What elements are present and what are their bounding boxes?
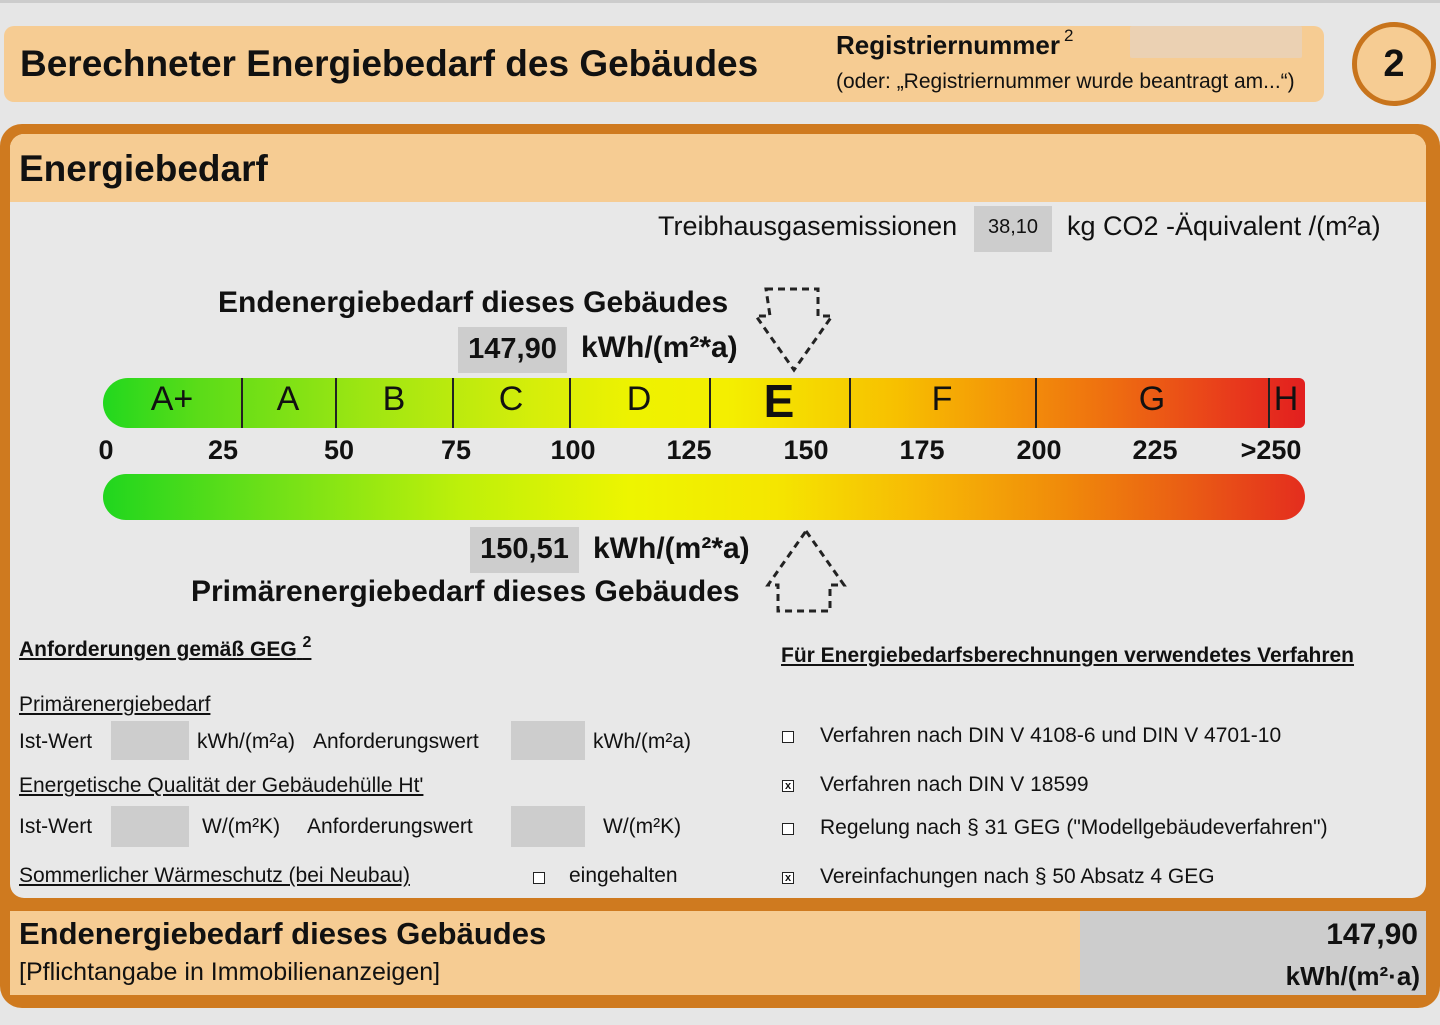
procedure-checkbox[interactable]: x [782,872,794,884]
section-title: Energiebedarf [19,148,268,189]
class-divider [1035,378,1037,428]
class-label-d: D [626,380,652,418]
summer-protection-option: eingehalten [569,864,678,887]
footer-unit: kWh/(m²·a) [1285,961,1420,991]
scale-tick: 75 [440,435,472,465]
primary-energy-label: Primärenergiebedarf dieses Gebäudes [191,575,740,608]
section-header [10,134,1426,202]
scale-tick: 150 [783,435,829,465]
envelope-ist-wert-unit: W/(m²K) [202,815,281,838]
page-title: Berechneter Energiebedarf des Gebäudes [20,43,759,84]
requirements-footnote: 2 [302,634,312,651]
scale-tick: 0 [98,435,114,465]
class-divider [709,378,711,428]
class-divider [569,378,571,428]
class-label-h: H [1273,380,1299,418]
class-divider [452,378,454,428]
requirements-title-text: Anforderungen gemäß GEG [19,638,297,661]
envelope-anforderungswert-unit: W/(m²K) [603,815,682,838]
scale-tick: 50 [323,435,355,465]
procedure-option-label: Regelung nach § 31 GEG ("Modellgebäudeverfahren") [820,816,1328,839]
primary-energy-arrow-icon [764,527,848,615]
registration-label [836,26,1074,61]
scale-tick: 125 [666,435,712,465]
class-label-a-plus: A+ [150,380,194,418]
primary-anforderungswert-field [511,721,585,760]
class-label-b: B [382,380,406,418]
summer-protection-label: Sommerlicher Wärmeschutz (bei Neubau) [19,864,410,887]
registration-note: (oder: „Registriernummer wurde beantragt am...“) [836,70,1295,93]
anforderungswert-label: Anforderungswert [313,730,479,753]
class-divider [1268,378,1270,428]
class-divider [241,378,243,428]
primary-requirement-label: Primärenergiebedarf [19,693,211,716]
scale-tick: 25 [207,435,239,465]
primary-energy-value: 150,51 [470,527,579,573]
procedure-checkbox[interactable] [782,731,794,743]
primary-energy-unit: kWh/(m²*a) [593,532,750,565]
class-label-f: F [931,380,953,418]
registration-number-field [1130,26,1302,58]
class-label-e-active: E [763,375,795,427]
ist-wert-label: Ist-Wert [19,815,93,838]
scale-tick: >250 [1240,435,1302,465]
page-header [4,26,1324,102]
registration-footnote: 2 [1063,26,1074,45]
procedure-option-label: Verfahren nach DIN V 4108-6 und DIN V 4701-10 [820,724,1282,747]
envelope-ist-wert-field [111,806,189,847]
requirements-title [19,634,312,662]
class-label-g: G [1138,380,1166,418]
footer-value: 147,90 [1326,918,1418,951]
registration-label-text: Registriernummer [836,30,1060,60]
primary-ist-wert-unit: kWh/(m²a) [197,730,295,753]
class-divider [849,378,851,428]
footer-subtitle: [Pflichtangabe in Immobilienanzeigen] [19,958,441,986]
procedure-checkbox[interactable] [782,823,794,835]
procedure-checkbox[interactable]: x [782,780,794,792]
end-energy-arrow-icon [752,286,836,374]
class-divider [335,378,337,428]
page-number-badge: 2 [1352,22,1436,106]
end-energy-unit: kWh/(m²*a) [581,331,738,364]
scale-tick: 175 [899,435,945,465]
class-label-a: A [276,380,300,418]
procedure-option-label: Verfahren nach DIN V 18599 [820,773,1089,796]
procedure-option-label: Vereinfachungen nach § 50 Absatz 4 GEG [820,865,1215,888]
envelope-quality-label: Energetische Qualität der Gebäudehülle Ht' [19,774,424,797]
scale-tick: 225 [1132,435,1178,465]
ist-wert-label: Ist-Wert [19,730,93,753]
end-energy-value: 147,90 [458,327,567,373]
footer-title: Endenergiebedarf dieses Gebäudes [19,916,547,951]
ghg-label: Treibhausgasemissionen [658,211,958,241]
scale-tick: 100 [550,435,596,465]
end-energy-label: Endenergiebedarf dieses Gebäudes [218,286,729,319]
procedure-title: Für Energiebedarfsberechnungen verwendetes Verfahren [781,644,1355,667]
anforderungswert-label: Anforderungswert [307,815,473,838]
class-label-c: C [498,380,524,418]
ghg-value: 38,10 [974,206,1052,252]
ghg-unit: kg CO2 -Äquivalent /(m²a) [1067,211,1381,241]
scale-tick: 200 [1016,435,1062,465]
envelope-anforderungswert-field [511,806,585,847]
top-rule [0,0,1440,3]
primary-anforderungswert-unit: kWh/(m²a) [593,730,691,753]
primary-ist-wert-field [111,721,189,760]
summer-protection-checkbox[interactable] [533,872,545,884]
energy-value-bar [103,474,1305,520]
